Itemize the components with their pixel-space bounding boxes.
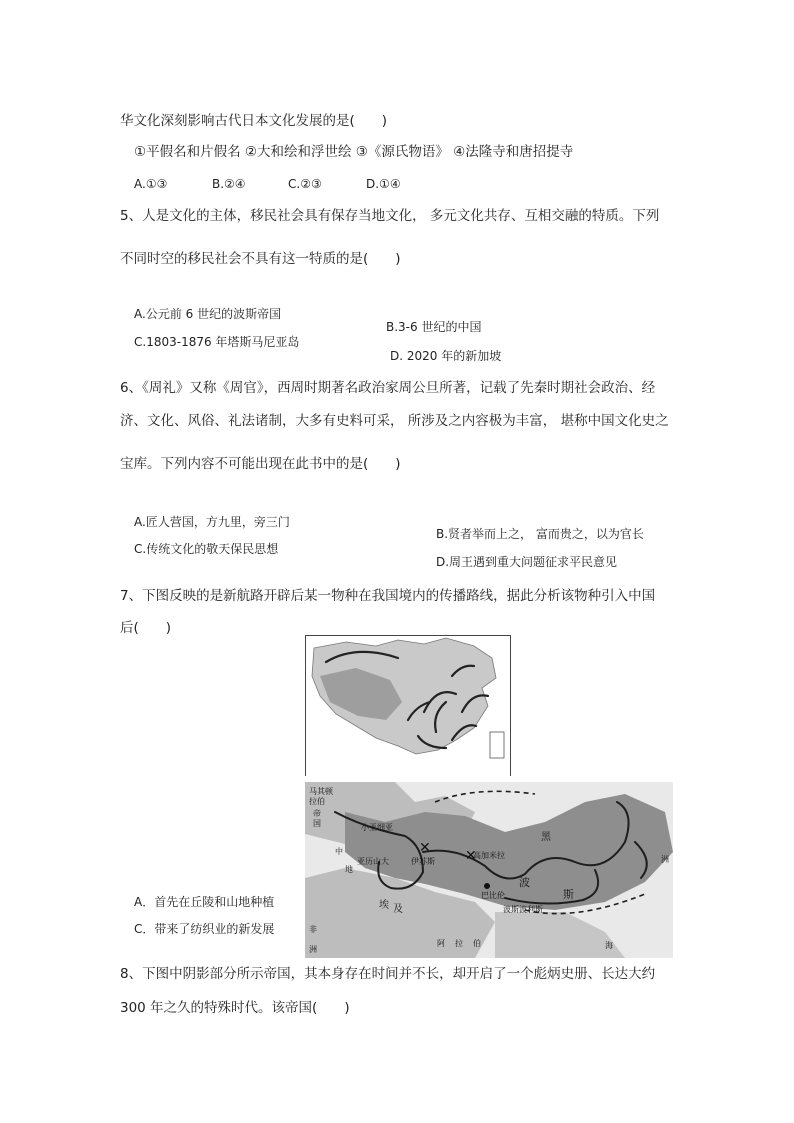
- q4-option-c: C.②③: [288, 177, 322, 191]
- map-label: 海: [605, 941, 613, 950]
- map-label: 非: [309, 925, 317, 934]
- q5-option-a: A.公元前 6 世纪的波斯帝国: [134, 307, 282, 321]
- map-label: 波斯波利斯: [503, 905, 543, 914]
- q5-stem-line2: 不同时空的移民社会不具有这一特质的是( ): [120, 251, 401, 267]
- map-label: 国: [313, 819, 321, 828]
- map-label: 拉伯: [309, 797, 325, 806]
- q6-stem-line2: 济、文化、风俗、礼法诸制，大多有史料可采， 所涉及之内容极为丰富， 堪称中国文化史之: [120, 413, 669, 429]
- map-label: 帝: [313, 809, 321, 818]
- china-map-graphic: [306, 636, 510, 776]
- battle-mark: ✕: [465, 848, 477, 864]
- map-label: 拉: [455, 939, 463, 948]
- map-label: 巴比伦: [481, 891, 505, 900]
- empire-map: [305, 782, 673, 958]
- south-sea-inset: [490, 732, 504, 758]
- map-label: 波: [519, 876, 530, 889]
- q8-stem-line2: 300 年之久的特殊时代。该帝国( ): [120, 1000, 350, 1016]
- q7-stem-line2: 后( ): [120, 620, 172, 636]
- q6-option-c: C.传统文化的敬天保民思想: [134, 542, 279, 556]
- map-label: 高加米拉: [473, 851, 505, 860]
- map-label: 黑: [541, 832, 551, 843]
- q5-option-c: C.1803-1876 年塔斯马尼亚岛: [134, 335, 300, 349]
- map-label: 中: [335, 847, 343, 856]
- map-label: 地: [345, 865, 353, 874]
- q4-option-a: A.①③: [134, 177, 168, 191]
- empire-map-graphic: [305, 782, 673, 958]
- map-label: 伊苏斯: [411, 857, 435, 866]
- map-label: 斯: [563, 888, 574, 901]
- map-label: 亚历山大: [357, 857, 389, 866]
- q4-items: ①平假名和片假名 ②大和绘和浮世绘 ③《源氏物语》 ④法隆寺和唐招提寺: [134, 144, 574, 160]
- map-label: 及: [393, 904, 403, 915]
- q4-stem-tail: 华文化深刻影响古代日本文化发展的是( ): [120, 113, 388, 129]
- q7-option-a: A．首先在丘陵和山地种植: [134, 895, 275, 909]
- map-label: 马其顿: [309, 787, 333, 796]
- q5-option-d: D. 2020 年的新加坡: [390, 349, 502, 363]
- q7-option-c: C．带来了纺织业的新发展: [134, 922, 275, 936]
- q7-stem-line1: 7、下图反映的是新航路开辟后某一物种在我国境内的传播路线，据此分析该物种引入中国: [120, 588, 656, 604]
- q6-option-b: B.贤者举而上之， 富而贵之，以为官长: [436, 527, 644, 541]
- q4-option-d: D.①④: [366, 177, 401, 191]
- q6-option-d: D.周王遇到重大问题征求平民意见: [436, 555, 618, 569]
- q6-option-a: A.匠人营国，方九里，旁三门: [134, 515, 290, 529]
- q6-stem-line3: 宝库。下列内容不可能出现在此书中的是( ): [120, 456, 401, 472]
- land-region: [495, 912, 625, 958]
- map-label: 小亚细亚: [361, 823, 393, 832]
- q4-option-b: B.②④: [212, 177, 246, 191]
- q6-stem-line1: 6、《周礼》又称《周官》，西周时期著名政治家周公旦所著，记载了先秦时期社会政治、经: [120, 380, 656, 396]
- map-label: 洲: [309, 945, 317, 954]
- q5-stem-line1: 5、人是文化的主体，移民社会具有保存当地文化， 多元文化共存、互相交融的特质。下列: [120, 208, 660, 224]
- city-marker: [484, 883, 490, 889]
- map-label: 埃: [379, 900, 389, 911]
- q5-option-b: B.3-6 世纪的中国: [386, 320, 482, 334]
- map-label: 阿: [437, 939, 445, 948]
- battle-mark: ✕: [419, 840, 431, 856]
- q8-stem-line1: 8、下图中阴影部分所示帝国，其本身存在时间并不长，却开启了一个彪炳史册、长达大约: [120, 966, 656, 982]
- map-label: 洲: [661, 855, 669, 864]
- china-spread-map: [305, 635, 511, 776]
- map-label: 伯: [473, 939, 481, 948]
